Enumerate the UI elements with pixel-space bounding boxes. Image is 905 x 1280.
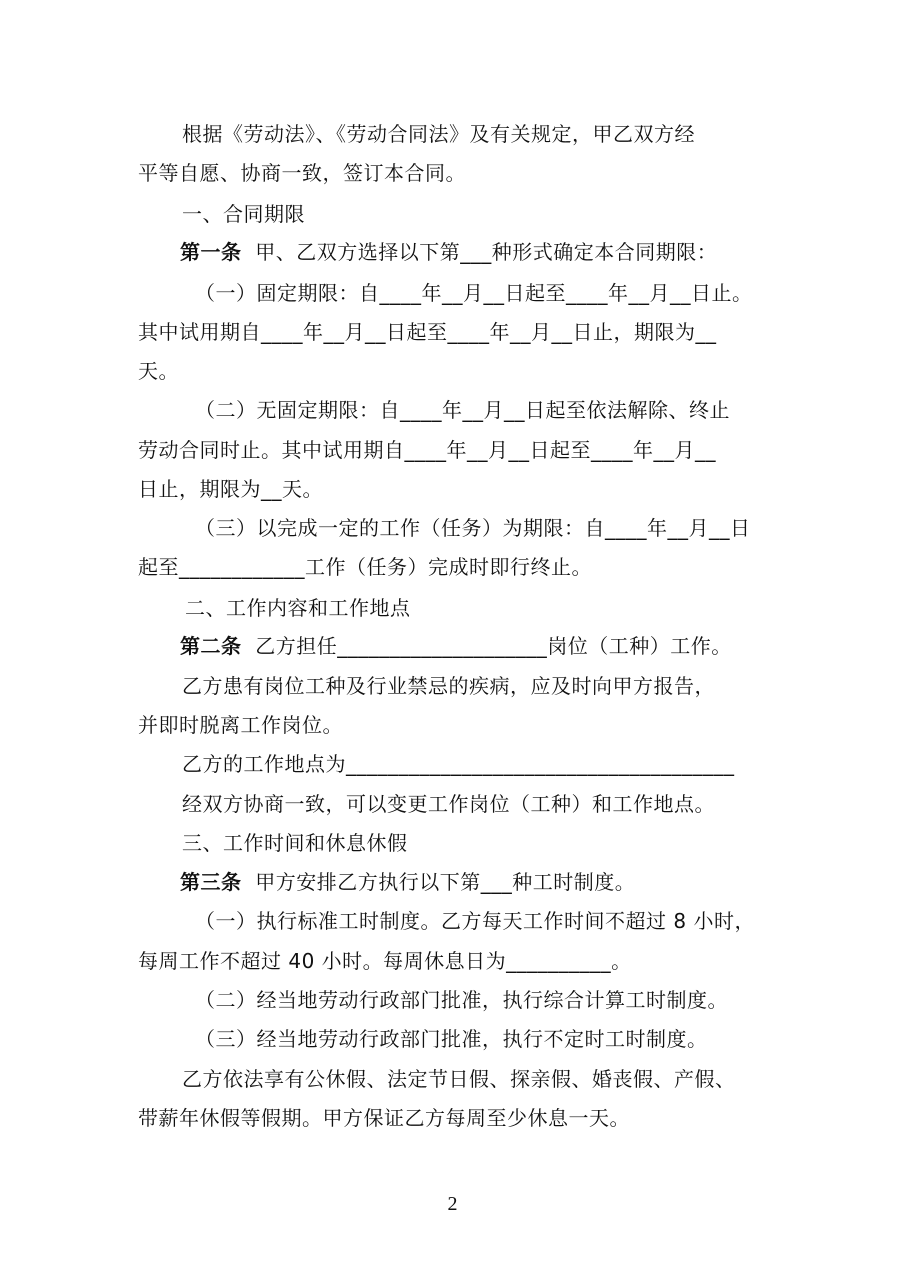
standard-hours-line-2: 每周工作不超过 40 小时。每周休息日为__________。 (138, 949, 632, 973)
disease-line-2: 并即时脱离工作岗位。 (138, 713, 343, 737)
article1 (180, 240, 717, 264)
leave-line-2: 带薪年休假等假期。甲方保证乙方每周至少休息一天。 (138, 1106, 630, 1130)
fixed-term-line-3: 天。 (138, 359, 179, 383)
page-number: 2 (447, 1193, 458, 1215)
unfixed-term-line-1: （二）无固定期限：自____年__月__日起至依法解除、终止 (195, 398, 730, 422)
flexible-hours: （三）经当地劳动行政部门批准，执行不定时工时制度。 (195, 1027, 708, 1051)
article3-text: 甲方安排乙方执行以下第___种工时制度。 (255, 870, 636, 894)
intro-line-2: 平等自愿、协商一致，签订本合同。 (138, 161, 466, 185)
article2-label: 第二条 (180, 634, 242, 658)
article2 (180, 634, 732, 658)
section3-heading: 三、工作时间和休息休假 (182, 831, 408, 855)
work-location: 乙方的工作地点为_____________________________________ (182, 752, 735, 776)
article3-label: 第三条 (180, 870, 242, 894)
article3 (180, 870, 635, 894)
section2-heading: 二、工作内容和工作地点 (185, 596, 411, 620)
task-term-line-2: 起至____________工作（任务）完成时即行终止。 (138, 555, 592, 579)
change-agreement: 经双方协商一致，可以变更工作岗位（工种）和工作地点。 (182, 792, 715, 816)
fixed-term-line-2: 其中试用期自____年__月__日起至____年__月__日止，期限为__ (138, 320, 717, 344)
article2-text: 乙方担任____________________岗位（工种）工作。 (255, 634, 732, 658)
unfixed-term-line-2: 劳动合同时止。其中试用期自____年__月__日起至____年__月__ (138, 438, 716, 462)
section1-heading: 一、合同期限 (182, 202, 305, 226)
fixed-term-line-1: （一）固定期限：自____年__月__日起至____年__月__日止。 (195, 281, 753, 305)
unfixed-term-line-3: 日止，期限为__天。 (138, 477, 323, 501)
article1-label: 第一条 (180, 240, 242, 264)
standard-hours-line-1: （一）执行标准工时制度。乙方每天工作时间不超过 8 小时， (195, 909, 755, 933)
leave-line-1: 乙方依法享有公休假、法定节日假、探亲假、婚丧假、产假、 (182, 1067, 736, 1091)
comprehensive-hours: （二）经当地劳动行政部门批准，执行综合计算工时制度。 (195, 988, 728, 1012)
article1-text: 甲、乙双方选择以下第___种形式确定本合同期限： (255, 240, 718, 264)
intro-line-1: 根据《劳动法》、《劳动合同法》及有关规定，甲乙双方经 (182, 122, 695, 146)
task-term-line-1: （三）以完成一定的工作（任务）为期限：自____年__月__日 (195, 516, 751, 540)
disease-line-1: 乙方患有岗位工种及行业禁忌的疾病，应及时向甲方报告， (182, 674, 715, 698)
